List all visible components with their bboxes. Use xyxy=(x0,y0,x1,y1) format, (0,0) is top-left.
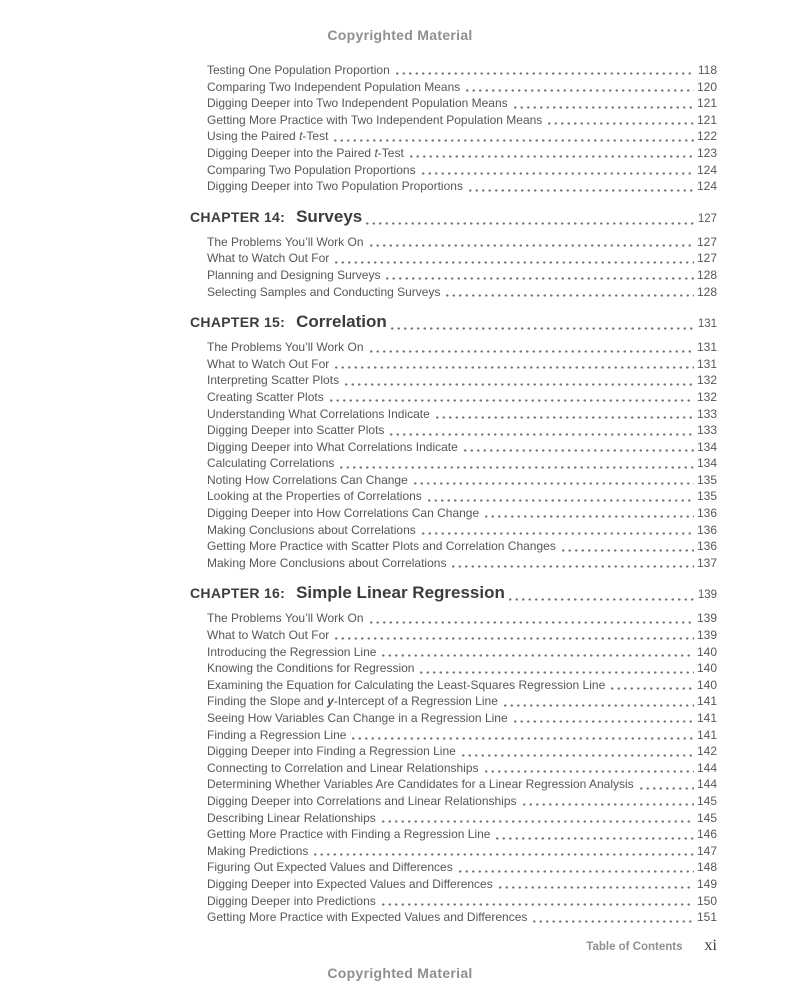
entry-page-number: 145 xyxy=(696,810,717,825)
dot-leader xyxy=(333,356,694,373)
dot-leader xyxy=(338,455,694,472)
chapter-page-number: 131 xyxy=(697,318,717,331)
dot-leader xyxy=(328,389,694,406)
toc-entry xyxy=(190,793,717,810)
chapter-heading xyxy=(190,583,717,605)
entry-page-number: 151 xyxy=(696,910,717,925)
entry-page-number: 140 xyxy=(696,661,717,676)
entry-title: Digging Deeper into Expected Values and Differences xyxy=(207,876,493,891)
entry-title: What to Watch Out For xyxy=(207,356,330,371)
entry-title: Making More Conclusions about Correlations xyxy=(207,555,447,570)
toc-entry xyxy=(190,145,717,162)
chapter-label: CHAPTER 15: xyxy=(190,314,286,331)
entry-title: Making Predictions xyxy=(207,843,309,858)
dot-leader xyxy=(531,909,694,926)
dot-leader xyxy=(512,95,694,112)
dot-leader xyxy=(494,826,693,843)
dot-leader xyxy=(460,743,694,760)
toc-entry xyxy=(190,472,717,489)
dot-leader xyxy=(462,439,694,456)
dot-leader xyxy=(467,178,694,195)
copyrighted-material-top-banner: Copyrighted Material xyxy=(327,27,473,43)
entry-page-number: 139 xyxy=(696,611,717,626)
toc-entry xyxy=(190,128,717,145)
dot-leader xyxy=(609,677,694,694)
toc-entry xyxy=(190,372,717,389)
dot-leader xyxy=(368,339,694,356)
entry-title: Digging Deeper into How Correlations Can Change xyxy=(207,506,480,521)
chapter-page-number: 139 xyxy=(697,589,717,602)
entry-page-number: 144 xyxy=(696,760,717,775)
toc-entry xyxy=(190,439,717,456)
entry-title: The Problems You’ll Work On xyxy=(207,340,364,355)
entry-title: Interpreting Scatter Plots xyxy=(207,373,340,388)
dot-leader xyxy=(350,727,694,744)
chapter-title: Correlation xyxy=(296,312,387,332)
chapter-title: Surveys xyxy=(296,206,363,226)
entry-title: Digging Deeper into Scatter Plots xyxy=(207,423,385,438)
entry-title: The Problems You’ll Work On xyxy=(207,234,364,249)
chapter-title: Simple Linear Regression xyxy=(296,583,505,603)
dot-leader xyxy=(412,472,694,489)
toc-entry xyxy=(190,776,717,793)
dot-leader xyxy=(388,422,694,439)
dot-leader xyxy=(512,710,694,727)
dot-leader xyxy=(546,112,694,129)
entry-title: Noting How Correlations Can Change xyxy=(207,472,408,487)
entry-page-number: 134 xyxy=(696,439,717,454)
entry-page-number: 128 xyxy=(696,284,717,299)
entry-title: Digging Deeper into Predictions xyxy=(207,893,376,908)
toc-entry xyxy=(190,79,717,96)
entry-title: Planning and Designing Surveys xyxy=(207,267,381,282)
entry-page-number: 134 xyxy=(696,456,717,471)
dot-leader xyxy=(368,610,694,627)
entry-title: What to Watch Out For xyxy=(207,251,330,266)
entry-page-number: 141 xyxy=(696,711,717,725)
entry-page-number: 124 xyxy=(696,179,717,194)
footer-section-label: Table of Contents xyxy=(586,940,683,953)
entry-title: Digging Deeper into What Correlations Indicate xyxy=(207,439,458,454)
entry-page-number: 150 xyxy=(696,893,717,908)
toc-entry xyxy=(190,250,717,267)
entry-page-number: 140 xyxy=(696,677,717,692)
dot-leader xyxy=(389,312,695,334)
entry-title: Getting More Practice with Scatter Plots and Correlation Changes xyxy=(207,539,556,554)
toc-entry xyxy=(190,234,717,251)
entry-page-number: 141 xyxy=(696,694,717,709)
entry-page-number: 131 xyxy=(696,356,717,371)
dot-leader xyxy=(380,810,694,827)
entry-page-number: 147 xyxy=(696,843,717,858)
dot-leader xyxy=(483,760,694,777)
chapter-label: CHAPTER 14: xyxy=(190,208,286,225)
entry-title: Digging Deeper into Two Independent Population Means xyxy=(207,96,508,111)
dot-leader xyxy=(408,145,694,162)
entry-page-number: 131 xyxy=(696,340,717,355)
toc-entry xyxy=(190,389,717,406)
chapter-heading xyxy=(190,312,717,334)
toc xyxy=(190,62,717,926)
toc-entry xyxy=(190,488,717,505)
toc-entry xyxy=(190,112,717,129)
entry-title: What to Watch Out For xyxy=(207,628,330,643)
entry-page-number: 140 xyxy=(696,644,717,659)
entry-title: Digging Deeper into the Paired t-Test xyxy=(207,145,404,160)
entry-title: Making Conclusions about Correlations xyxy=(207,522,416,537)
entry-title: Describing Linear Relationships xyxy=(207,810,376,825)
entry-page-number: 122 xyxy=(696,129,717,144)
entry-title: Comparing Two Independent Population Means xyxy=(207,79,461,94)
dot-leader xyxy=(333,250,694,267)
entry-title: Selecting Samples and Conducting Surveys xyxy=(207,284,441,299)
entry-page-number: 145 xyxy=(696,793,717,808)
toc-entry xyxy=(190,660,717,677)
chapter-heading xyxy=(190,207,717,229)
toc-entry xyxy=(190,455,717,472)
toc-entry xyxy=(190,610,717,627)
toc-entry xyxy=(190,727,717,744)
toc-entry xyxy=(190,178,717,195)
toc-entry xyxy=(190,677,717,694)
entry-title: Getting More Practice with Finding a Regression Line xyxy=(207,827,491,842)
entry-title: Digging Deeper into Correlations and Linear Relationships xyxy=(207,793,517,808)
entry-title: Using the Paired t-Test xyxy=(207,129,329,144)
toc-entry xyxy=(190,267,717,284)
toc-entry xyxy=(190,538,717,555)
toc-entry xyxy=(190,760,717,777)
entry-page-number: 148 xyxy=(696,860,717,875)
entry-title: Understanding What Correlations Indicate xyxy=(207,406,430,421)
dot-leader xyxy=(507,583,695,605)
dot-leader xyxy=(638,776,694,793)
entry-title: Seeing How Variables Can Change in a Regression Line xyxy=(207,711,508,725)
entry-page-number: 121 xyxy=(696,96,717,111)
dot-leader xyxy=(483,505,694,522)
entry-page-number: 121 xyxy=(696,112,717,127)
entry-page-number: 132 xyxy=(696,373,717,388)
toc-entry xyxy=(190,62,717,79)
toc-entry xyxy=(190,876,717,893)
entry-page-number: 144 xyxy=(696,777,717,792)
toc-entry xyxy=(190,422,717,439)
entry-page-number: 139 xyxy=(696,628,717,643)
entry-page-number: 135 xyxy=(696,472,717,487)
entry-title: Examining the Equation for Calculating the Least-Squares Regression Line xyxy=(207,677,606,692)
entry-page-number: 149 xyxy=(696,876,717,891)
entry-title: Digging Deeper into Finding a Regression Line xyxy=(207,744,456,759)
entry-page-number: 132 xyxy=(696,389,717,404)
toc-entry xyxy=(190,627,717,644)
toc-entry xyxy=(190,356,717,373)
entry-page-number: 135 xyxy=(696,489,717,504)
entry-page-number: 123 xyxy=(696,145,717,160)
toc-entry xyxy=(190,406,717,423)
toc-entry xyxy=(190,743,717,760)
entry-title: Testing One Population Proportion xyxy=(207,63,390,77)
dot-leader xyxy=(332,128,694,145)
dot-leader xyxy=(420,522,694,539)
entry-page-number: 136 xyxy=(696,506,717,521)
toc-entry xyxy=(190,339,717,356)
entry-title: Figuring Out Expected Values and Differences xyxy=(207,860,453,875)
entry-title: Getting More Practice with Expected Values and Differences xyxy=(207,910,528,925)
dot-leader xyxy=(444,284,694,301)
toc-entry xyxy=(190,826,717,843)
entry-title: Creating Scatter Plots xyxy=(207,389,324,404)
dot-leader xyxy=(450,555,694,572)
dot-leader xyxy=(380,644,694,661)
dot-leader xyxy=(333,627,694,644)
entry-title: The Problems You’ll Work On xyxy=(207,611,364,626)
entry-title: Digging Deeper into Two Population Proportions xyxy=(207,179,463,194)
entry-page-number: 120 xyxy=(696,79,717,94)
entry-title: Connecting to Correlation and Linear Relationships xyxy=(207,760,479,775)
dot-leader xyxy=(312,843,694,860)
entry-title: Determining Whether Variables Are Candidates for a Linear Regression Analysis xyxy=(207,777,634,792)
toc-entry xyxy=(190,555,717,572)
entry-title: Introducing the Regression Line xyxy=(207,644,377,659)
toc-entry xyxy=(190,693,717,710)
toc-entry xyxy=(190,909,717,926)
dot-leader xyxy=(394,62,695,79)
copyrighted-material-bottom-banner: Copyrighted Material xyxy=(327,964,473,981)
entry-page-number: 133 xyxy=(696,423,717,438)
entry-page-number: 136 xyxy=(696,522,717,537)
entry-page-number: 136 xyxy=(696,539,717,554)
dot-leader xyxy=(434,406,694,423)
dot-leader xyxy=(560,538,694,555)
dot-leader xyxy=(384,267,694,284)
entry-page-number: 124 xyxy=(696,162,717,177)
entry-title: Calculating Correlations xyxy=(207,456,335,471)
entry-title: Finding a Regression Line xyxy=(207,727,347,742)
dot-leader xyxy=(464,79,694,96)
entry-title: Finding the Slope and y-Intercept of a Regression Line xyxy=(207,694,498,709)
dot-leader xyxy=(497,876,694,893)
entry-page-number: 142 xyxy=(696,744,717,759)
toc-entry xyxy=(190,859,717,876)
entry-page-number: 127 xyxy=(696,251,717,266)
toc-entry xyxy=(190,810,717,827)
dot-leader xyxy=(368,234,694,251)
entry-page-number: 146 xyxy=(696,827,717,842)
toc-entry xyxy=(190,505,717,522)
dot-leader xyxy=(426,488,694,505)
toc-entry xyxy=(190,710,717,727)
entry-title: Looking at the Properties of Correlations xyxy=(207,489,422,504)
entry-page-number: 128 xyxy=(696,267,717,282)
toc-entry xyxy=(190,522,717,539)
dot-leader xyxy=(420,162,694,179)
footer-page-number: xi xyxy=(704,936,717,954)
dot-leader xyxy=(364,207,695,229)
entry-page-number: 133 xyxy=(696,406,717,421)
dot-leader xyxy=(502,693,694,710)
entry-title: Comparing Two Population Proportions xyxy=(207,162,416,177)
toc-entry xyxy=(190,95,717,112)
entry-title: Getting More Practice with Two Independent Population Means xyxy=(207,112,543,127)
entry-page-number: 141 xyxy=(696,727,717,742)
toc-entry xyxy=(190,162,717,179)
entry-page-number: 137 xyxy=(696,555,717,570)
chapter-label: CHAPTER 16: xyxy=(190,585,286,602)
page-footer xyxy=(0,937,717,955)
chapter-page-number: 127 xyxy=(697,212,717,225)
dot-leader xyxy=(380,893,694,910)
entry-title: Knowing the Conditions for Regression xyxy=(207,661,415,676)
toc-entry xyxy=(190,843,717,860)
dot-leader xyxy=(521,793,694,810)
dot-leader xyxy=(418,660,694,677)
dot-leader xyxy=(457,859,694,876)
toc-entry xyxy=(190,644,717,661)
toc-entry xyxy=(190,284,717,301)
entry-page-number: 127 xyxy=(696,234,717,249)
dot-leader xyxy=(343,372,694,389)
entry-page-number: 118 xyxy=(697,63,717,77)
toc-entry xyxy=(190,893,717,910)
